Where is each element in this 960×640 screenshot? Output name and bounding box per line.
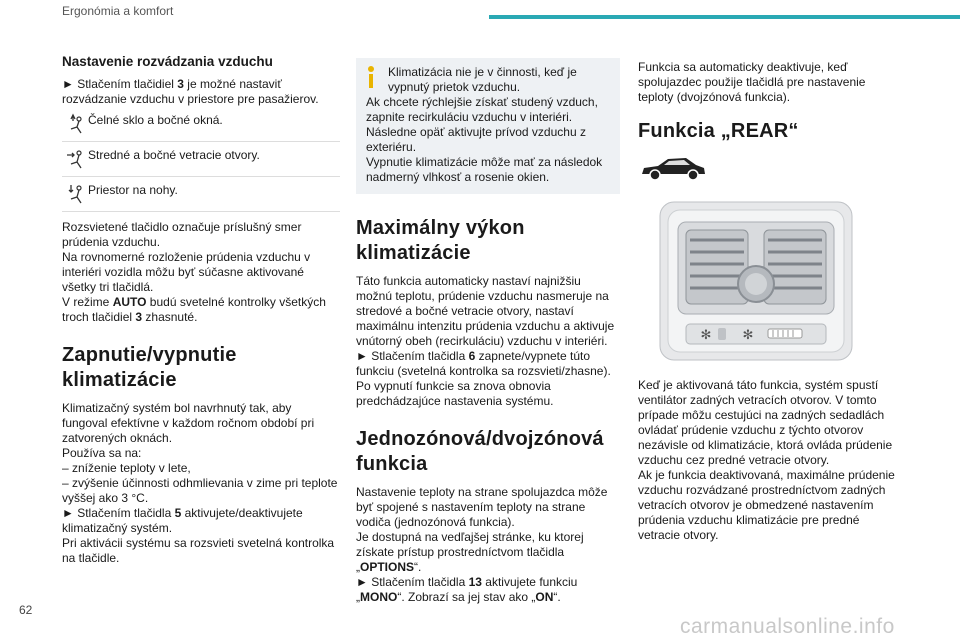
distribution-option-windshield [62, 111, 340, 142]
column-left [62, 36, 340, 566]
note-line-3: Vypnutie klimatizácie môže mať za následok nadmerný vlhkosť a rosenie okien. [366, 155, 603, 184]
heading-air-distribution: Nastavenie rozvádzania vzduchu [62, 54, 273, 69]
paragraph-rear-2: Ak je funkcia deaktivovaná, maximálne prúdenie vzduchu rozvádzané prostredníctvom zadných vetracích otvorov je obmedzené nastavením prúdenia vzduchu klimatizácie pre predné vetracie otvory. [638, 468, 895, 542]
info-note [356, 58, 620, 194]
column-right [638, 36, 902, 543]
footwell-vent-icon [62, 181, 88, 207]
paragraph-max-1: Táto funkcia automaticky nastaví najnižšiu možnú teplotu, prúdenie vzduchu nasmeruje na stredové a bočné vetracie otvory, nastaví maximálnu intenzitu prúdenia vzduchu a aktivuje vnútorný obeh (recirkuláciu) vzduchu v interiéri. [356, 274, 615, 348]
paragraph-lit-3: V režime AUTO budú svetelné kontrolky všetkých troch tlačidiel 3 zhasnuté. [62, 295, 326, 324]
paragraph-zone-3: ► Stlačením tlačidla 13 aktivujete funkciu „MONO“. Zobrazí sa jej stav ako „ON“. [356, 575, 578, 604]
note-line-2: Ak chcete rýchlejšie získať studený vzduch, zapnite recirkuláciu vzduchu v interiéri. Následne opäť aktivujte prívod vzduchu z exteriéru. [366, 95, 598, 154]
paragraph-onoff-5: ► Stlačením tlačidla 5 aktivujete/deaktivujete klimatizačný systém. [62, 506, 303, 535]
paragraph-lit-2: Na rovnomerné rozloženie prúdenia vzduchu v interiéri vozidla môžu byť súčasne aktivované všetky tri tlačidlá. [62, 250, 311, 294]
heading-zone: Jednozónová/dvojzónová funkcia [356, 428, 604, 475]
distribution-option-feet [62, 181, 340, 212]
distribution-option-center [62, 146, 340, 177]
section-header: Ergonómia a komfort [62, 4, 174, 18]
paragraph-onoff-3: – zníženie teploty v lete, [62, 461, 191, 475]
svg-text:✻: ✻ [742, 327, 754, 342]
rear-vent-panel-illustration [656, 196, 856, 366]
center-vent-icon [62, 146, 88, 172]
heading-max-ac: Maximálny výkon klimatizácie [356, 217, 525, 264]
svg-text:✻: ✻ [700, 327, 712, 342]
paragraph-onoff-4: – zvýšenie účinnosti odhmlievania v zime pri teplote vyššej ako 3 °C. [62, 476, 338, 505]
heading-rear: Funkcia „REAR“ [638, 120, 799, 142]
car-silhouette-icon [638, 154, 708, 184]
note-line-1: Klimatizácia nie je v činnosti, keď je vypnutý prietok vzduchu. [388, 65, 577, 94]
heading-ac-onoff: Zapnutie/vypnutie klimatizácie [62, 344, 237, 391]
paragraph-onoff-1: Klimatizačný systém bol navrhnutý tak, aby fungoval efektívne v každom ročnom období pri zatvorených oknách. [62, 401, 315, 445]
paragraph-onoff-2: Používa sa na: [62, 446, 142, 460]
paragraph-max-3: Po vypnutí funkcie sa znova obnovia predchádzajúce nastavenia systému. [356, 379, 554, 408]
paragraph-lit-1: Rozsvietené tlačidlo označuje príslušný smer prúdenia vzduchu. [62, 220, 302, 249]
header-accent-bar [489, 15, 960, 19]
paragraph-rear-1: Keď je aktivovaná táto funkcia, systém spustí ventilátor zadných vetracích otvorov. V tomto prípade môžu cestujúci na zadných sedadlách ovládať prúdenie vzduchu z týchto otvorov nezávisle od klimatizácie, ktorá ovláda prúdenie vzduchu cez predné vetracie otvory. [638, 378, 893, 467]
paragraph-zone-1: Nastavenie teploty na strane spolujazdca môže byť spojené s nastavením teploty na strane vodiča (jednozónová funkcia). [356, 485, 608, 529]
option-label-windshield: Čelné sklo a bočné okná. [88, 113, 223, 127]
column-middle [356, 36, 620, 605]
paragraph-onoff-6: Pri aktivácii systému sa rozsvieti svetelná kontrolka na tlačidle. [62, 536, 335, 565]
page-number: 62 [19, 603, 33, 617]
paragraph-distribution-intro: ► Stlačením tlačidiel 3 je možné nastaviť rozvádzanie vzduchu v priestore pre pasažierov. [62, 77, 319, 106]
paragraph-max-2: ► Stlačením tlačidla 6 zapnete/vypnete túto funkciu (svetelná kontrolka sa rozsvieti/zhasne). [356, 349, 611, 378]
windshield-vent-icon [62, 111, 88, 137]
paragraph-auto-deactivate: Funkcia sa automaticky deaktivuje, keď spolujazdec použije tlačidlá pre nastavenie teploty (dvojzónová funkcia). [638, 60, 866, 104]
option-label-center: Stredné a bočné vetracie otvory. [88, 148, 260, 162]
paragraph-zone-2: Je dostupná na vedľajšej stránke, ku ktorej získate prístup prostredníctvom tlačidla „OPTIONS“. [356, 530, 584, 574]
option-label-feet: Priestor na nohy. [88, 183, 178, 197]
watermark: carmanualsonline.info [680, 615, 895, 638]
info-icon [368, 66, 374, 88]
